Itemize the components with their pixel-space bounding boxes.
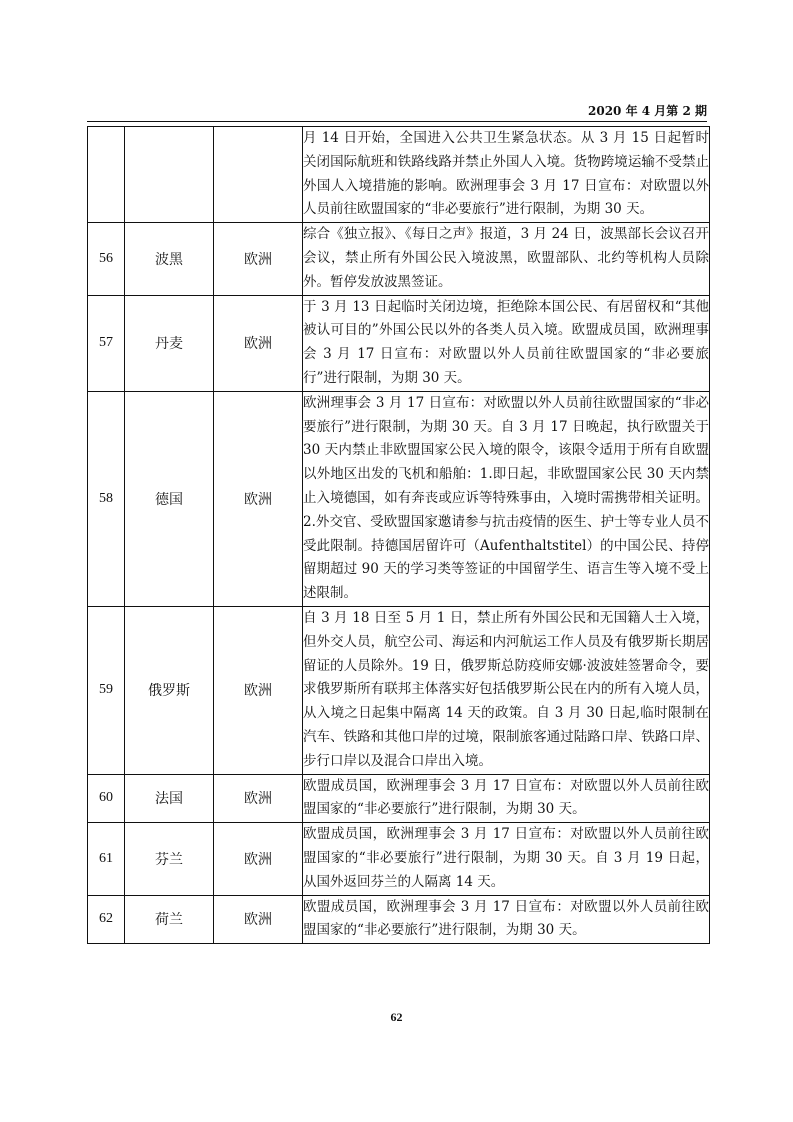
entry-restrictions-table (87, 126, 710, 944)
policy-text: 自 3 月 18 日至 5 月 1 日，禁止所有外国公民和无国籍人士入境，但外交人员，航空公司、海运和内河航运工作人员及有俄罗斯长期居留证的人员除外。19 日，俄罗斯总防疫师安娜·波波娃签署命令，要求俄罗斯所有联邦主体落实好包括俄罗斯公民在内的所有入境人员，从入境之日起集中隔离 14 天的政策。自 3 月 30 日起,临时限制在汽车、铁路和其他口岸的过境，限制旅客通过陆路口岸、铁路口岸、步行口岸以及混合口岸出入境。 (303, 606, 710, 774)
policy-text: 欧洲理事会 3 月 17 日宣布：对欧盟以外人员前往欧盟国家的“非必要旅行”进行限制，为期 30 天。自 3 月 17 日晚起，执行欧盟关于 30 天内禁止非欧盟国家公民入境的限令，该限令适用于所有自欧盟以外地区出发的飞机和船舶：1.即日起，非欧盟国家公民 30 天内禁止入境德国，如有奔丧或应诉等特殊事由，入境时需携带相关证明。2.外交官、受欧盟国家邀请参与抗击疫情的医生、护士等专业人员不受此限制。持德国居留许可（Aufenthaltstitel）的中国公民、持停留期超过 90 天的学习类等签证的中国留学生、语言生等入境不受上述限制。 (303, 391, 710, 606)
row-number: 59 (88, 606, 125, 774)
header-rule (87, 121, 707, 122)
region-name: 欧洲 (214, 774, 303, 823)
row-number: 57 (88, 295, 125, 391)
policy-text: 欧盟成员国，欧洲理事会 3 月 17 日宣布：对欧盟以外人员前往欧盟国家的“非必要旅行”进行限制，为期 30 天。 (303, 895, 710, 944)
policy-text: 欧盟成员国，欧洲理事会 3 月 17 日宣布：对欧盟以外人员前往欧盟国家的“非必要旅行”进行限制，为期 30 天。自 3 月 19 日起，从国外返回芬兰的人隔离 14 天。 (303, 823, 710, 895)
region-name: 欧洲 (214, 391, 303, 606)
table-row (88, 223, 710, 295)
country-name: 德国 (125, 391, 214, 606)
country-name: 波黑 (125, 223, 214, 295)
policy-text: 综合《独立报》、《每日之声》报道，3 月 24 日，波黑部长会议召开会议，禁止所有外国公民入境波黑，欧盟部队、北约等机构人员除外。暂停发放波黑签证。 (303, 223, 710, 295)
region-name (214, 127, 303, 223)
table-row (88, 606, 710, 774)
table-row (88, 295, 710, 391)
country-name: 法国 (125, 774, 214, 823)
region-name: 欧洲 (214, 295, 303, 391)
table-row (88, 391, 710, 606)
row-number: 58 (88, 391, 125, 606)
page-number: 62 (390, 1010, 403, 1024)
row-number: 56 (88, 223, 125, 295)
region-name: 欧洲 (214, 223, 303, 295)
policy-text: 于 3 月 13 日起临时关闭边境，拒绝除本国公民、有居留权和“其他被认可目的”外国公民以外的各类人员入境。欧盟成员国，欧洲理事会 3 月 17 日宣布：对欧盟以外人员前往欧盟国家的“非必要旅行”进行限制，为期 30 天。 (303, 295, 710, 391)
row-number: 61 (88, 823, 125, 895)
region-name: 欧洲 (214, 895, 303, 944)
country-name: 荷兰 (125, 895, 214, 944)
country-name: 丹麦 (125, 295, 214, 391)
journal-issue-header: 2020 年 4 月第 2 期 (588, 104, 707, 118)
country-name: 俄罗斯 (125, 606, 214, 774)
table-row (88, 774, 710, 823)
country-name: 芬兰 (125, 823, 214, 895)
region-name: 欧洲 (214, 823, 303, 895)
country-name (125, 127, 214, 223)
table-row (88, 823, 710, 895)
row-number (88, 127, 125, 223)
region-name: 欧洲 (214, 606, 303, 774)
table-row (88, 895, 710, 944)
row-number: 60 (88, 774, 125, 823)
row-number: 62 (88, 895, 125, 944)
policy-text: 欧盟成员国，欧洲理事会 3 月 17 日宣布：对欧盟以外人员前往欧盟国家的“非必要旅行”进行限制，为期 30 天。 (303, 774, 710, 823)
table-row (88, 127, 710, 223)
policy-text: 月 14 日开始，全国进入公共卫生紧急状态。从 3 月 15 日起暂时关闭国际航班和铁路线路并禁止外国人入境。货物跨境运输不受禁止外国人入境措施的影响。欧洲理事会 3 月 17 日宣布：对欧盟以外人员前往欧盟国家的“非必要旅行”进行限制，为期 30 天。 (303, 127, 710, 223)
